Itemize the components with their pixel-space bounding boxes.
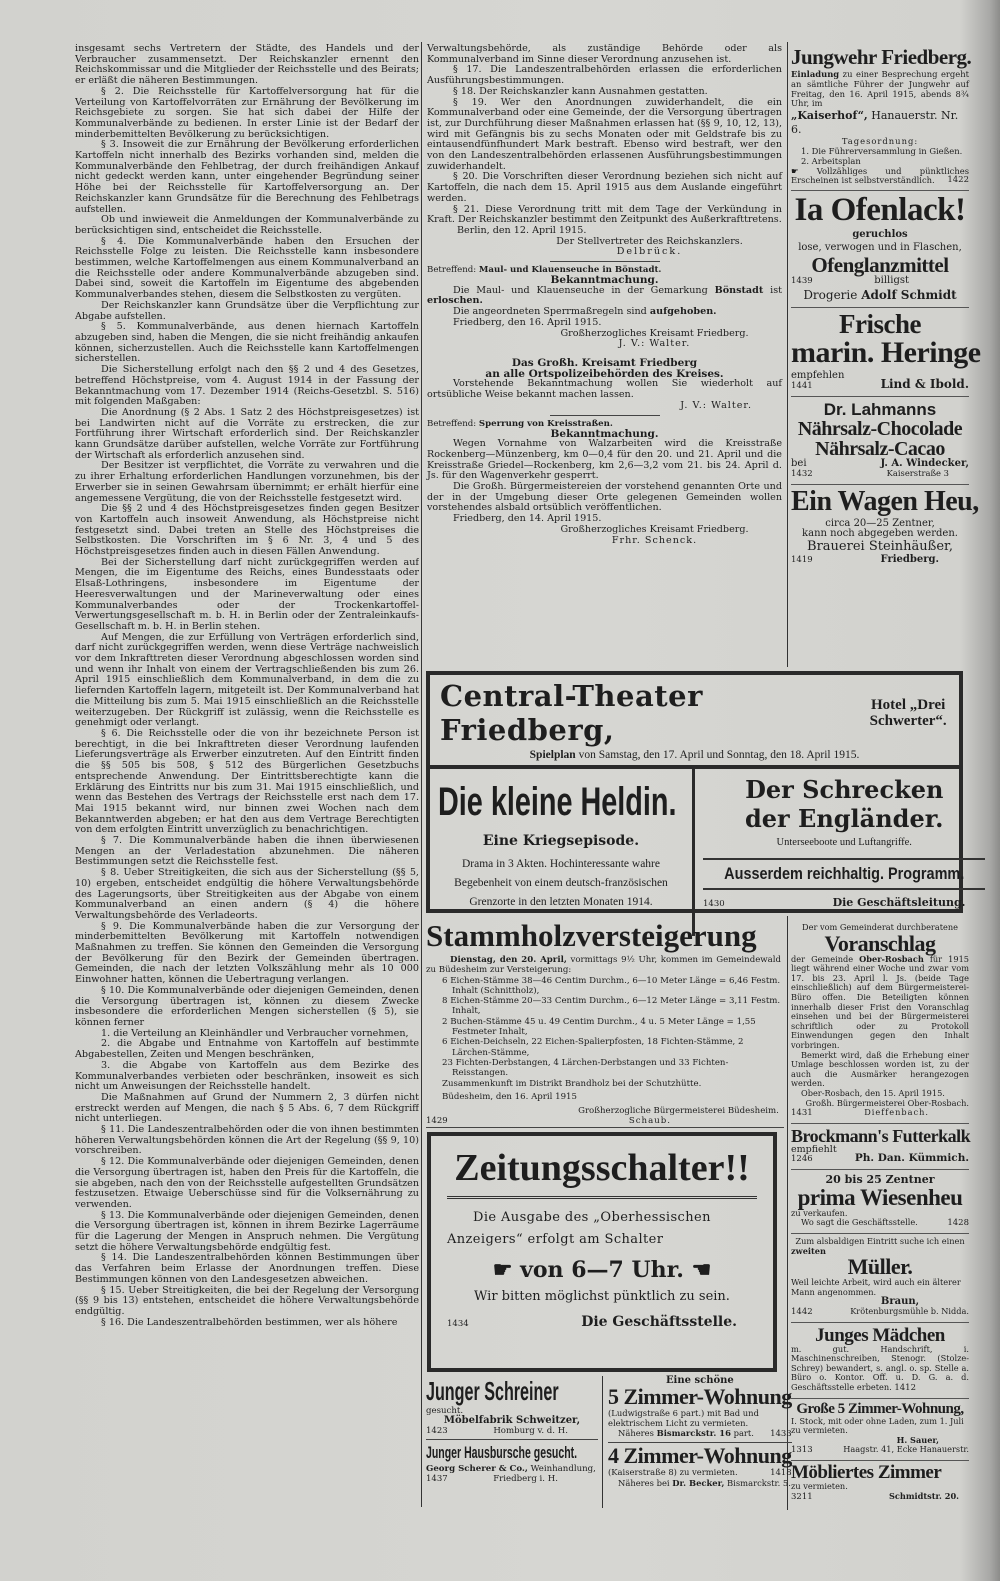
ofenlack-ad [791,191,969,307]
auction-item: 8 Eichen-Stämme 20—33 Centim Durchm., 6—12 Meter Länge = 3,11 Festm. Inhalt, [442,996,781,1017]
carpenter-company: Möbelfabrik Schweitzer, [443,1415,581,1426]
wiesenheu-pre: 20 bis 25 Zentner [825,1172,935,1186]
notice-foot-and-mouth [427,265,782,350]
notice-signer: Frhr. Schenck. [611,534,698,546]
theater-title: Central-Theater Friedberg, [440,679,703,747]
flat5-ad [608,1376,792,1443]
film-1-title: Die kleine Heldin. [438,780,677,824]
miller-pre: Zum alsbaldigen Eintritt suche ich einen [795,1236,965,1247]
paragraph: Die §§ 2 und 4 des Höchstpreisgesetzes finden gegen Besitzer von Kartoffeln auch insoweit Anwendung, als Höchstpreise nicht festgesetzt sind. Dabei treten an Stelle des Höchstpreises die Selbstkosten. Die Vorschriften im § 6 Nr. 3, 4 und 5 des Höchstpreisgesetzes finden auch in diesen Fällen Anwendung. [75,503,419,558]
jungwehr-address: Hanauerstr. Nr. 6. [791,109,959,137]
auction-items [426,976,781,1079]
miller-ad [791,1234,969,1323]
ofenlack-title: Ia Ofenlack! [794,192,966,229]
lahmann-title: Dr. Lahmanns [823,400,937,420]
futterkalk-sub: empfiehlt [791,1143,837,1155]
flat-large-title: Große 5 Zimmer-Wohnung, [796,1400,964,1417]
paragraph: Der Reichskanzler kann Grundsätze über die Verpflichtung zur Abgabe aufstellen. [75,299,419,322]
budget-body: der Gemeinde [791,953,854,964]
jungwehr-venue: „Kaiserhof“, [791,109,868,123]
paragraph: Die Sicherstellung erfolgt nach den §§ 2 und 4 des Gesetzes, betreffend Höchstpreise, vom 4. August 1914 in der Fassung der Bekanntmachung vom 17. Dezember 1914 (Reichs-Gesetzbl. S. 516) mit folgenden Maßgaben: [75,364,419,408]
ad-number: 1423 [426,1426,448,1436]
paragraph: 2. die Abgabe und Entnahme von Kartoffeln auf bestimmte Abgabestellen, Zeiten und Mengen beschränken, [75,1038,419,1061]
paragraph: § 11. Die Landeszentralbehörden oder die von ihnen bestimmten höheren Verwaltungsbehörden können die Art der Regelung (§§ 9, 10) vorschreiben. [75,1124,419,1157]
flat4-contact: Dr. Becker, [672,1478,725,1488]
flat5-info: Näheres [618,1428,654,1438]
futterkalk-ad [791,1124,969,1170]
auction-signer: Schaub. [628,1116,671,1127]
wiesenheu-where: Wo sagt die Geschäftsstelle. [801,1217,918,1228]
budget-authority: Großh. Bürgermeisterei Ober-Rosbach. [805,1097,969,1108]
flat-large-desc: I. Stock, mit oder ohne Laden, zum 1. Juli zu vermieten. [791,1415,964,1436]
paragraph: Auf Mengen, die zur Erfüllung von Verträgen erforderlich sind, darf nicht zurückgegriffen werden, wenn diese Verträge nachweislich vor dem Inkrafttreten dieser Verordnung abgeschlossen worden sind und wenn ihr Inhalt von einem der Vertragschließenden bis zum 26. April 1915 einschließlich dem Kommunalverband, in dem die zu liefernden Kartoffeln lagern, mitgeteilt ist. Der Kommunalverband hat die Mitteilung bis zum 5. Mai 1915 einschließlich an die Reichsstelle weiterzugeben. Der Rückgriff ist zulässig, wenn die Reichsstelle es genehmigt oder verlangt. [75,631,419,729]
paragraph: § 21. Diese Verordnung tritt mit dem Tage der Verkündung in Kraft. Der Reichskanzler bestimmt den Zeitpunkt des Außerkrafttretens. [427,203,782,226]
paragraph: Verwaltungsbehörde, als zuständige Behörde oder als Kommunalverband im Sinne dieser Verordnung anzusehen ist. [427,43,782,65]
right-column-ads-top [791,44,981,566]
houseboy-title: Junger Hausbursche gesucht. [426,1443,578,1462]
right-column-ads-lower [791,920,969,1502]
ordinance-continuation [427,44,782,226]
signer-name: Delbrück. [616,246,683,258]
program-note: Ausserdem reichhaltig. Programm. [724,864,965,883]
column-rule-right [787,42,788,667]
notice-label: Betreffend: [427,265,477,276]
jungwehr-invite-bold: Einladung [791,69,840,79]
bottom-ads [426,1375,792,1508]
notice-police [427,358,782,412]
auction-meeting: Zusammenkunft im Distrikt Brandholz bei der Schutzhütte. [442,1078,702,1089]
notice-heading: Das Großh. Kreisamt Friedberg [511,356,698,369]
carpenter-title: Junger Schreiner [426,1376,559,1406]
herring-title: Frische [839,308,921,339]
notice-subject: Sperrung von Kreisstraßen. [478,418,613,429]
wiesenheu-title: prima Wiesenheu [797,1184,963,1210]
hay-desc: kann noch abgegeben werden. [802,527,958,539]
paragraph: Der Besitzer ist verpflichtet, die Vorräte zu verwahren und die zu ihrer Erhaltung erforderlichen Handlungen vorzunehmen, bis der Erwerber sie in seinen Gewahrsam übernimmt; er erhält hierfür eine angemessene Vergütung, die von der Reichsstelle festgesetzt wird. [75,460,419,504]
place-date: Berlin, den 12. April 1915. [457,224,587,236]
ad-number: 1422 [947,175,969,186]
notice-title: Bekanntmachung. [550,427,659,440]
auction-date: Dienstag, den 20. April, [450,955,567,965]
flat-large-address: Haagstr. 41, Ecke Hanauerstr. [843,1444,969,1455]
counter-hours: von 6—7 Uhr. [520,1257,684,1283]
houseboy-company: Georg Scherer & Co., [426,1464,528,1474]
newspaper-counter-ad [427,1132,777,1372]
ad-number: 1412 [894,1383,916,1393]
hay-seller: Brauerei Steinhäußer, [807,539,953,555]
young-woman-desc: m. gut. Handschrift, i. Maschinenschreiben, Stenogr. (Stolze-Schrey) bewandert, s. angl. o. sp. Stelle a. Büro o. Kontor. Off. u. D. G. a. d. Geschäftsstelle erbeten. [791,1343,969,1392]
paragraph: § 20. Die Vorschriften dieser Verordnung beziehen sich nicht auf Kartoffeln, die nach dem 15. April 1915 aus dem Auslande eingeführt werden. [427,171,782,204]
budget-notice [791,920,969,1124]
paragraph: insgesamt sechs Vertretern der Städte, des Handels und der Verbraucher zusammensetzt. Der Reichskanzler ernennt den Reichskommissar und die Mitglieder der Reichsstelle und des Beirats; er erläßt die näheren Bestimmungen. [75,44,419,87]
ad-number: 3211 [791,1491,813,1502]
wiesenheu-ad [791,1170,969,1234]
counter-request: Wir bitten möglichst pünktlich zu sein. [474,1289,730,1304]
paragraph: § 18. Der Reichskanzler kann Ausnahmen gestatten. [453,85,708,97]
houseboy-ad [426,1440,598,1484]
divider [550,261,660,262]
paragraph: § 3. Insoweit die zur Ernährung der Bevölkerung erforderlichen Kartoffeln nicht innerhalb des Bezirks vorhanden sind, melden die Kommunalverbände den Fehlbetrag, der durch freihändigen Ankauf nicht gedeckt werden kann, unter eingehender Begründung seiner Höhe bei der Reichsstelle für Kartoffelversorgung an. Der Reichskanzler kann Grundsätze für die Berechnung des Fehlbetrags aufstellen. [75,139,419,215]
herring-seller: Lind & Ibold. [880,377,969,392]
theater-ad [426,671,966,913]
management-signature: Die Geschäftsleitung. [832,896,966,909]
ad-number: 1429 [426,1116,448,1127]
paragraph: § 16. Die Landeszentralbehörden bestimmen, wer als höhere [101,1316,398,1328]
notice-authority: Großherzogliches Kreisamt Friedberg. [560,523,749,535]
ofenlack-product: Ofenglanzmittel [811,252,949,277]
paragraph: § 6. Die Reichsstelle oder die von ihr bezeichnete Person ist berechtigt, in die bei Inkrafttreten dieser Verordnung laufenden Lieferungsverträge als Erwerber einzutreten. Auf den Eintritt finden die §§ 505 bis 508, § 512 des Bürgerlichen Gesetzbuchs entsprechende Anwendung. Der Eintrittsberechtigte kann die Erklärung des Eintritts nur bis zum 31. Mai 1915 einschließlich, und wenn das Bestehen des Vertrags der Reichsstelle erst nach dem 17. Mai 1915 bekannt wird, nur binnen zwei Wochen nach dem Bekanntwerden abgeben; er hat den aus dem Vertrage Berechtigten von dem erfolgten Eintritt unverzüglich zu benachrichtigen. [75,728,419,836]
lahmann-ad [791,397,969,485]
film-2-title [703,775,985,833]
flat-large-seller: H. Sauer, [896,1434,939,1445]
notice-body: ist [770,284,782,296]
seller-name: Adolf Schmidt [861,287,957,302]
paragraph: § 9. Die Kommunalverbände haben die zur Versorgung der minderbemittelten Bevölkerung mit Kartoffeln notwendigen Maßnahmen zu treffen. Sie können den Gemeinden die Versorgung der Bevölkerung für den Bezirk der Gemeinden übertragen. Gemeinden, die nach der letzten Volkszählung mehr als 10 000 Einwohner hatten, können die Uebertragung verlangen. [75,920,419,986]
notice-body-bold: aufgehoben. [649,306,717,318]
ad-number: 1442 [791,1307,813,1318]
ofenlack-price: billigst [874,274,909,286]
herring-sub: empfehlen [791,369,845,381]
paragraph: 3. die Abgabe von Kartoffeln aus dem Bezirke des Kommunalverbandes verbieten oder beschränken, insoweit es sich nicht um Anweisungen der Reichsstelle handelt. [75,1059,419,1093]
ad-number: 1428 [947,1218,969,1229]
film-2 [695,769,993,936]
paragraph: § 8. Ueber Streitigkeiten, die sich aus der Sicherstellung (§§ 5, 10) ergeben, entscheidet endgültig die höhere Verwaltungsbehörde des Lagerungsorts, über Streitigkeiten aus der Abgabe von einem Kommunalverband an einen andern (§ 4) die höhere Verwaltungsbehörde des Verladeorts. [75,867,419,921]
carpenter-sub: gesucht. [426,1406,464,1416]
budget-body: Bemerkt wird, daß die Erhebung einer Umlage beschlossen worden ist, zu der auch die Ausmärker herangezogen werden. [791,1049,969,1089]
agenda-item: 2. Arbeitsplan [801,155,861,166]
paragraph: Ob und inwieweit die Anmeldungen der Kommunalverbände zu berücksichtigen sind, entscheidet die Reichsstelle. [75,214,419,236]
pointing-hand-icon: ☚ [691,1257,712,1283]
notice-road-closure [427,419,782,547]
flat4-desc: (Kaiserstraße 8) zu vermieten. [608,1467,738,1477]
divider [426,1127,784,1128]
miller-place: Krötenburgsmühle b. Nidda. [850,1306,969,1317]
column-rule-left [421,42,422,1507]
ad-number: 1246 [791,1154,813,1165]
ad-number: 1430 [703,899,725,909]
auction-item: 6 Eichen-Stämme 38—46 Centim Durchm., 6—10 Meter Länge = 6,46 Festm. Inhalt (Schnittholz), [442,975,781,996]
film-1 [430,769,695,936]
furnished-room-title: Möbliertes Zimmer [791,1461,942,1483]
ad-number: 1441 [791,381,813,392]
budget-pre: Der vom Gemeinderat durchberatene [802,922,958,932]
herring-title: marin. Heringe [791,335,981,369]
ad-number: 1313 [791,1445,813,1456]
hay-qty: circa 20—25 Zentner, [825,517,935,529]
flat4-ad [608,1443,792,1488]
flat-large-ad [791,1399,969,1461]
houseboy-trade: Weinhandlung, [530,1464,596,1474]
paragraph: § 19. Wer den Anordnungen zuwiderhandelt, die ein Kommunalverband oder eine Gemeinde, der die Versorgung übertragen ist, zur Durchführung dieser Maßnahmen erlassen hat (§§ 9, 10, 12, 13), wird mit Gefängnis bis zu sechs Monaten oder mit Geldstrafe bis zu eintausendfünfhundert Mark bestraft. Ebenso wird bestraft, wer den von den Landeszentralbehörden erlassenen Ausführungsbestimmungen zuwiderhandelt. [427,96,782,172]
paragraph: § 17. Die Landeszentralbehörden erlassen die erforderlichen Ausführungsbestimmungen. [427,64,782,87]
paragraph: § 15. Ueber Streitigkeiten, die bei der Regelung der Versorgung (§§ 9 bis 13) entstehen, entscheidet die höhere Verwaltungsbehörde endgültig. [75,1284,419,1317]
paragraph: § 10. Die Kommunalverbände oder diejenigen Gemeinden, denen die Versorgung übertragen ist, können zu diesem Zwecke insbesondere die erforderlichen Mengen sicherstellen (§ 5), sie können ferner [75,984,419,1028]
notice-body-bold: Bönstadt [714,284,764,296]
notice-body: Wegen Vornahme von Walzarbeiten wird die Kreisstraße Rockenberg—Münzenberg, km 0—0,4 für den 20. und 21. April und die Kreisstraße Griedel—Rockenberg, km 2,6—3,2 vom 21. bis 24. April d. Js. für den Wagenverkehr gesperrt. [427,438,782,482]
notice-signer: J. V.: Walter. [680,399,752,411]
schedule-label: Spielplan [529,749,576,761]
budget-title: Voranschlag [824,930,936,956]
ad-number: 1418 [770,1468,792,1478]
ad-number: 1431 [791,1108,813,1119]
flat5-info: part. [733,1428,754,1438]
hay-ad [791,485,979,566]
article-middle-column [427,44,782,546]
article-left-column [75,44,419,1514]
schedule-dates: von Samstag, den 17. April und Sonntag, den 18. April 1915. [578,749,860,761]
budget-body: für 1915 liegt während einer Woche und zwar vom 17. bis 23. April l. Js. (beide Tage einschließlich) auf dem Bürgermeisterei-Büro offen. Die Beteiligten können innerhalb dieser Frist den Voranschlag einsehen und bei der Bürgermeisterei schriftlich oder zu Protokoll Einwendungen gegen den Inhalt vorbringen. [791,953,970,1050]
paragraph: Bei der Sicherstellung darf nicht zurückgegriffen werden auf Mengen, die im Eigentume des Reichs, eines Bundesstaats oder Elsaß-Lothringens, insbesondere im Eigentume der Heeresverwaltungen und der Marineverwaltung oder eines Kommunalverbandes oder der Trockenkartoffel-Verwertungsgesellschaft m. b. H. in Berlin oder der Zentraleinkaufs-Gesellschaft m. b. H. in Berlin stehen. [75,556,419,632]
herring-ad [791,308,981,398]
film-1-description: Drama in 3 Akten. Hochinteressante wahre Begebenheit von einem deutsch-französischen Grenzorte in den letzten Monaten 1914. [454,858,668,908]
ad-number: 1432 [791,468,813,479]
notice-title: Bekanntmachung. [550,274,659,287]
ad-number: 1439 [791,275,813,286]
notice-body: Die Großh. Bürgermeistereien der vorstehend genannten Orte und der in der Umgebung dieser Orte gelegenen Gemeinden wollen vorstehendes alsbald ortsüblich veröffentlichen. [427,481,782,514]
auction-item: 6 Eichen-Deichseln, 22 Eichen-Spalierpfosten, 18 Fichten-Stämme, 2 Lärchen-Stämme, [442,1037,744,1058]
paragraph: § 5. Kommunalverbände, aus denen hiernach Kartoffeln abzugeben sind, haben die Mengen, die sie nicht freihändig ankaufen können, sicherzustellen. Auch die Reichsstelle kann Kartoffelmengen sicherstellen. [75,321,419,365]
jungwehr-note: Vollzähliges und pünktliches Erscheinen ist selbstverständlich. [791,165,969,186]
divider [550,415,660,416]
notice-subject: Maul- und Klauenseuche in Bönstadt. [478,265,662,276]
flat5-address: Bismarckstr. 16 [656,1428,731,1438]
lahmann-bei: bei [791,458,807,470]
agenda-title: Tagesordnung: [841,136,919,147]
lahmann-seller: J. A. Windecker, [880,458,969,470]
ofenlack-sub: geruchlos [852,229,908,241]
budget-municipality: Ober-Rosbach [859,953,924,964]
notice-body-bold: erloschen. [427,295,483,307]
flat5-title: 5 Zimmer-Wohnung [608,1384,792,1409]
pointing-hand-icon: ☛ [791,165,799,176]
paragraph: 1. die Verteilung an Kleinhändler und Verbraucher vornehmen, [101,1027,409,1039]
counter-title: Zeitungsschalter!! [454,1147,750,1189]
furnished-room-address: Schmidtstr. 20. [888,1490,959,1501]
ad-number: 1434 [447,1319,469,1329]
timber-auction-ad [426,920,781,1125]
auction-title: Stammholzversteigerung [426,918,757,953]
auction-intro: vormittags 9½ Uhr, kommen im Gemeindewald zu Büdesheim zur Versteigerung: [426,955,782,976]
film-2-title-line: der Engländer. [744,804,944,833]
paragraph: § 13. Die Kommunalverbände oder diejenigen Gemeinden, denen die Versorgung übertragen ist, können in ihrem Bezirke Lagerräume für die Lagerung der Mengen in Anspruch nehmen. Die Vergütung setzt die höhere Verwaltungsbehörde endgültig fest. [75,1209,419,1253]
theater-venue: Hotel „Drei Schwerter“. [869,697,947,729]
miller-seller: Braun, [880,1296,920,1308]
lahmann-product: Nährsalz-Cacao [815,438,945,461]
notice-date: Friedberg, den 16. April 1915. [453,316,602,328]
ofenlack-desc: lose, verwogen und in Flaschen, [798,241,962,253]
wiesenheu-sub: zu verkaufen. [791,1207,848,1218]
hay-title: Ein Wagen Heu, [791,485,979,517]
ad-number: 1433 [770,1429,792,1439]
jungwehr-title: Jungwehr Friedberg. [791,45,972,69]
film-2-subtitle: Unterseeboote und Luftangriffe. [776,837,912,848]
houseboy-place: Friedberg i. H. [493,1474,558,1484]
young-woman-ad [791,1323,969,1399]
notice-label: Betreffend: [427,418,477,429]
furnished-room-sub: zu vermieten. [791,1480,848,1491]
miller-desc: Weil leichte Arbeit, wird auch ein älterer Mann angenommen. [791,1277,961,1297]
young-woman-title: Junges Mädchen [815,1324,945,1346]
carpenter-ad [426,1376,598,1440]
budget-date: Ober-Rosbach, den 15. April 1915. [801,1087,945,1098]
signer-title: Der Stellvertreter des Reichskanzlers. [556,235,743,247]
notice-date: Friedberg, den 14. April 1915. [453,513,602,525]
seller-label: Drogerie [803,287,858,302]
ad-number: 1437 [426,1474,448,1484]
notice-body: Die Maul- und Klauenseuche in der Gemarkung [453,284,708,296]
notice-body: Vorstehende Bekanntmachung wollen Sie wiederholt auf ortsübliche Weise bekannt machen lassen. [427,378,782,401]
miller-title: Müller. [847,1254,913,1280]
paragraph: § 2. Die Reichsstelle für Kartoffelversorgung hat für die Verteilung von Kartoffelvorräten zur Ernährung der Bevölkerung im Reichsgebiete zu sorgen. Sie hat sich dabei der Hilfe der Kommunalverbände zu bedienen. In erster Linie ist der Bedarf der minderbemittelten Bevölkerung zu berücksichtigen. [75,85,419,140]
flat4-info: Näheres bei [618,1478,670,1488]
flat4-title: 4 Zimmer-Wohnung [608,1443,792,1468]
auction-date-place: Büdesheim, den 16. April 1915 [442,1091,577,1102]
jungwehr-ad [791,44,972,191]
counter-body: Die Ausgabe des „Oberhessischen Anzeigers“ erfolgt am Schalter [447,1210,711,1247]
counter-signer: Die Geschäftsstelle. [581,1314,737,1330]
film-1-subtitle: Eine Kriegsepisode. [482,833,640,849]
futterkalk-seller: Ph. Dan. Kümmich. [854,1152,969,1165]
hay-place: Friedberg. [880,554,939,566]
paragraph: § 7. Die Kommunalverbände haben die ihnen überwiesenen Mengen an der Verladestation abzunehmen. Die näheren Bestimmungen setzt die Reichsstelle fest. [75,835,419,868]
flat4-address: Bismarckstr. 5. [727,1478,791,1488]
auction-authority: Großherzogliche Bürgermeisterei Büdesheim. [578,1106,779,1117]
notice-signer: J. V.: Walter. [618,338,691,350]
auction-item: 2 Buchen-Stämme 45 u. 49 Centim Durchm., 4 u. 5 Meter Länge = 1,55 Festmeter Inhalt, [442,1016,756,1038]
paragraph: § 4. Die Kommunalverbände haben den Ersuchen der Reichsstelle Folge zu leisten. Die Reichsstelle kann insbesondere bestimmen, welche Kartoffelmengen aus einem Kommunalverband an die Reichsstelle oder andere Kommunalverbände abzugeben sind. Dabei sind, soweit die Kartoffeln im Eigentume des abgebenden Kommunalverbandes stehen, diesem die Selbstkosten zu vergüten. [75,235,419,301]
film-2-title-line: Der Schrecken [745,775,944,804]
flat5-desc: (Ludwigstraße 6 part.) mit Bad und elektrischem Licht zu vermieten. [608,1408,759,1428]
lahmann-product: Nährsalz-Chocolade [797,418,963,441]
notice-heading: an alle Ortspolizeibehörden des Kreises. [485,367,724,380]
auction-item: 23 Fichten-Derbstangen, 4 Lärchen-Derbstangen und 33 Fichten-Reisstangen. [442,1057,729,1079]
pointing-hand-icon: ☛ [492,1257,513,1283]
notice-authority: Großherzogliches Kreisamt Friedberg. [560,327,749,339]
budget-signer: Dieffenbach. [864,1107,929,1118]
paragraph: Die Anordnung (§ 2 Abs. 1 Satz 2 des Höchstpreisgesetzes) ist bei Landwirten nicht auf die Vorräte zu erstrecken, die zur Fortführung ihrer Wirtschaft erforderlich sind. Der Reichskanzler kann Grundsätze darüber aufstellen, welche Vorräte zur Fortführung der Wirtschaft als erforderlich anzusehen sind. [75,406,419,461]
notice-body: Die angeordneten Sperrmaßregeln sind [453,306,647,318]
jungwehr-invite: zu einer Besprechung ergeht an sämtliche Führer der Jungwehr auf Freitag, den 16. April 1915, abends 8¾ Uhr, im [791,69,969,109]
carpenter-place: Homburg v. d. H. [493,1426,568,1436]
flat5-pre: Eine schöne [665,1375,734,1386]
futterkalk-title: Brockmann's Futterkalk [791,1125,971,1146]
miller-pre-bold: zweiten [791,1245,826,1256]
furnished-room-ad [791,1461,969,1502]
lahmann-address: Kaiserstraße 3 [886,467,949,478]
paragraph: § 14. Die Landeszentralbehörden können Bestimmungen über das Verfahren beim Erlasse der Anordnungen treffen. Diese Bestimmungen können von den Landesgesetzen abweichen. [75,1252,419,1285]
ad-number: 1419 [791,555,813,566]
paragraph: Die Maßnahmen auf Grund der Nummern 2, 3 dürfen nicht erstreckt werden auf Mengen, die nach § 5 Abs. 6, 7 dem Rückgriff nicht unterliegen. [75,1091,419,1125]
paragraph: § 12. Die Kommunalverbände oder diejenigen Gemeinden, denen die Versorgung übertragen ist, haben den Preis für die Kartoffeln, die sie abgeben, nach den von der Reichsstelle aufgestellten Grundsätzen festzusetzen. Etwaige Ueberschüsse sind für die Volksernährung zu verwenden. [75,1156,419,1210]
agenda-item: 1. Die Führerversammlung in Gießen. [801,145,963,156]
